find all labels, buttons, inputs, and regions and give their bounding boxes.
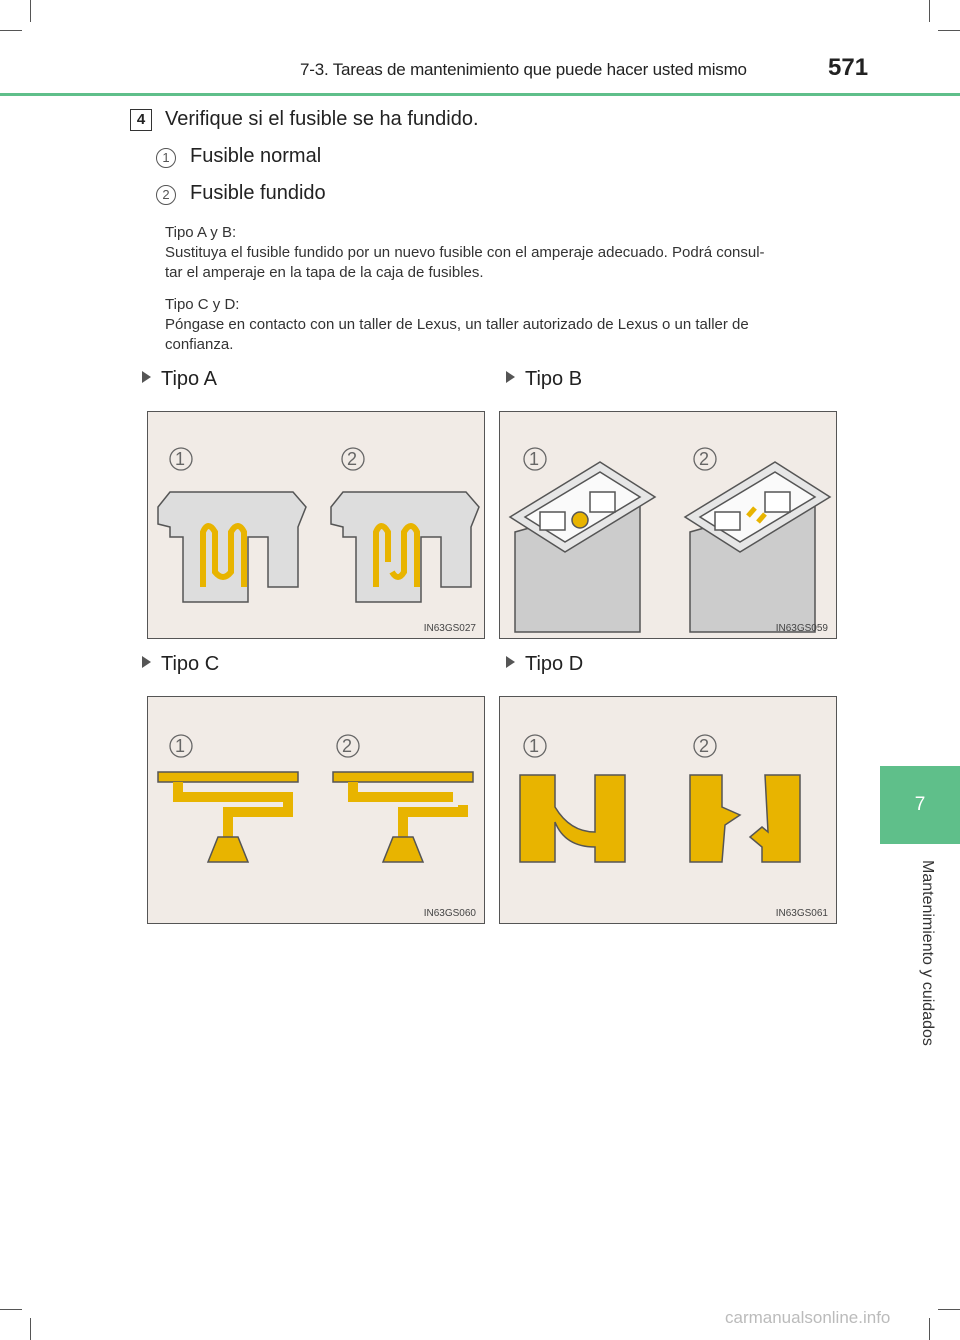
paragraph-line: tar el amperaje en la tapa de la caja de fusibles. xyxy=(165,264,484,281)
section-title: 7-3. Tareas de mantenimiento que puede hacer usted mismo xyxy=(300,60,747,79)
paragraph-line: Sustituya el fusible fundido por un nuevo fusible con el amperaje adecuado. Podrá consul- xyxy=(165,244,765,261)
figure-code: IN63GS061 xyxy=(775,908,828,919)
blown-fuse-drawing xyxy=(685,462,830,632)
normal-fuse-drawing xyxy=(520,775,625,862)
callout-number: 1 xyxy=(175,736,186,756)
header-rule xyxy=(0,93,960,96)
paragraph-type-ab xyxy=(165,223,835,283)
blown-fuse-drawing xyxy=(690,775,800,862)
chapter-label: Mantenimiento y cuidados xyxy=(919,860,936,1046)
fuse-illustration-type-a xyxy=(147,411,485,639)
type-b-label: Tipo B xyxy=(506,368,582,391)
triangle-bullet-icon xyxy=(142,371,151,383)
type-c-label: Tipo C xyxy=(142,653,219,676)
figure-code: IN63GS059 xyxy=(775,623,828,634)
crop-mark xyxy=(30,1318,31,1340)
triangle-bullet-icon xyxy=(142,656,151,668)
callout-number: 1 xyxy=(175,449,186,469)
chapter-tab xyxy=(880,766,960,844)
callout-number: 1 xyxy=(529,736,540,756)
triangle-bullet-icon xyxy=(506,656,515,668)
fuse-illustration-type-c xyxy=(147,696,485,924)
type-a-label: Tipo A xyxy=(142,368,217,391)
crop-mark xyxy=(929,0,930,22)
item-number-badge: 2 xyxy=(156,185,176,205)
paragraph-line: Tipo C y D: xyxy=(165,296,240,313)
page-number: 571 xyxy=(828,54,869,81)
fuse-illustration-type-b xyxy=(499,411,837,639)
paragraph-line: Póngase en contacto con un taller de Lexus, un taller autorizado de Lexus o un taller de xyxy=(165,316,749,333)
fuse-illustration-type-d xyxy=(499,696,837,924)
blown-fuse-drawing xyxy=(333,772,473,862)
normal-fuse-drawing xyxy=(510,462,655,632)
figure-code: IN63GS060 xyxy=(423,908,476,919)
figure-code: IN63GS027 xyxy=(423,623,476,634)
crop-mark xyxy=(0,30,22,31)
step-instruction: Verifique si el fusible se ha fundido. xyxy=(165,108,479,130)
callout-number: 2 xyxy=(699,449,710,469)
triangle-bullet-icon xyxy=(506,371,515,383)
type-d-label: Tipo D xyxy=(506,653,583,676)
item-number-badge: 1 xyxy=(156,148,176,168)
step-number-badge: 4 xyxy=(130,109,152,131)
blown-fuse-drawing xyxy=(331,492,479,602)
crop-mark xyxy=(30,0,31,22)
paragraph-line: confianza. xyxy=(165,336,234,353)
item-text: Fusible normal xyxy=(190,145,322,167)
callout-number: 1 xyxy=(529,449,540,469)
crop-mark xyxy=(938,1309,960,1310)
normal-fuse-drawing xyxy=(158,492,306,602)
crop-mark xyxy=(0,1309,22,1310)
callout-number: 2 xyxy=(347,449,358,469)
normal-fuse-drawing xyxy=(158,772,298,862)
callout-number: 2 xyxy=(342,736,353,756)
callout-number: 2 xyxy=(699,736,710,756)
watermark: carmanualsonline.info xyxy=(725,1308,891,1327)
paragraph-type-cd xyxy=(165,295,835,355)
crop-mark xyxy=(929,1318,930,1340)
paragraph-line: Tipo A y B: xyxy=(165,224,237,241)
crop-mark xyxy=(938,30,960,31)
chapter-number: 7 xyxy=(914,794,926,815)
item-text: Fusible fundido xyxy=(190,182,326,204)
